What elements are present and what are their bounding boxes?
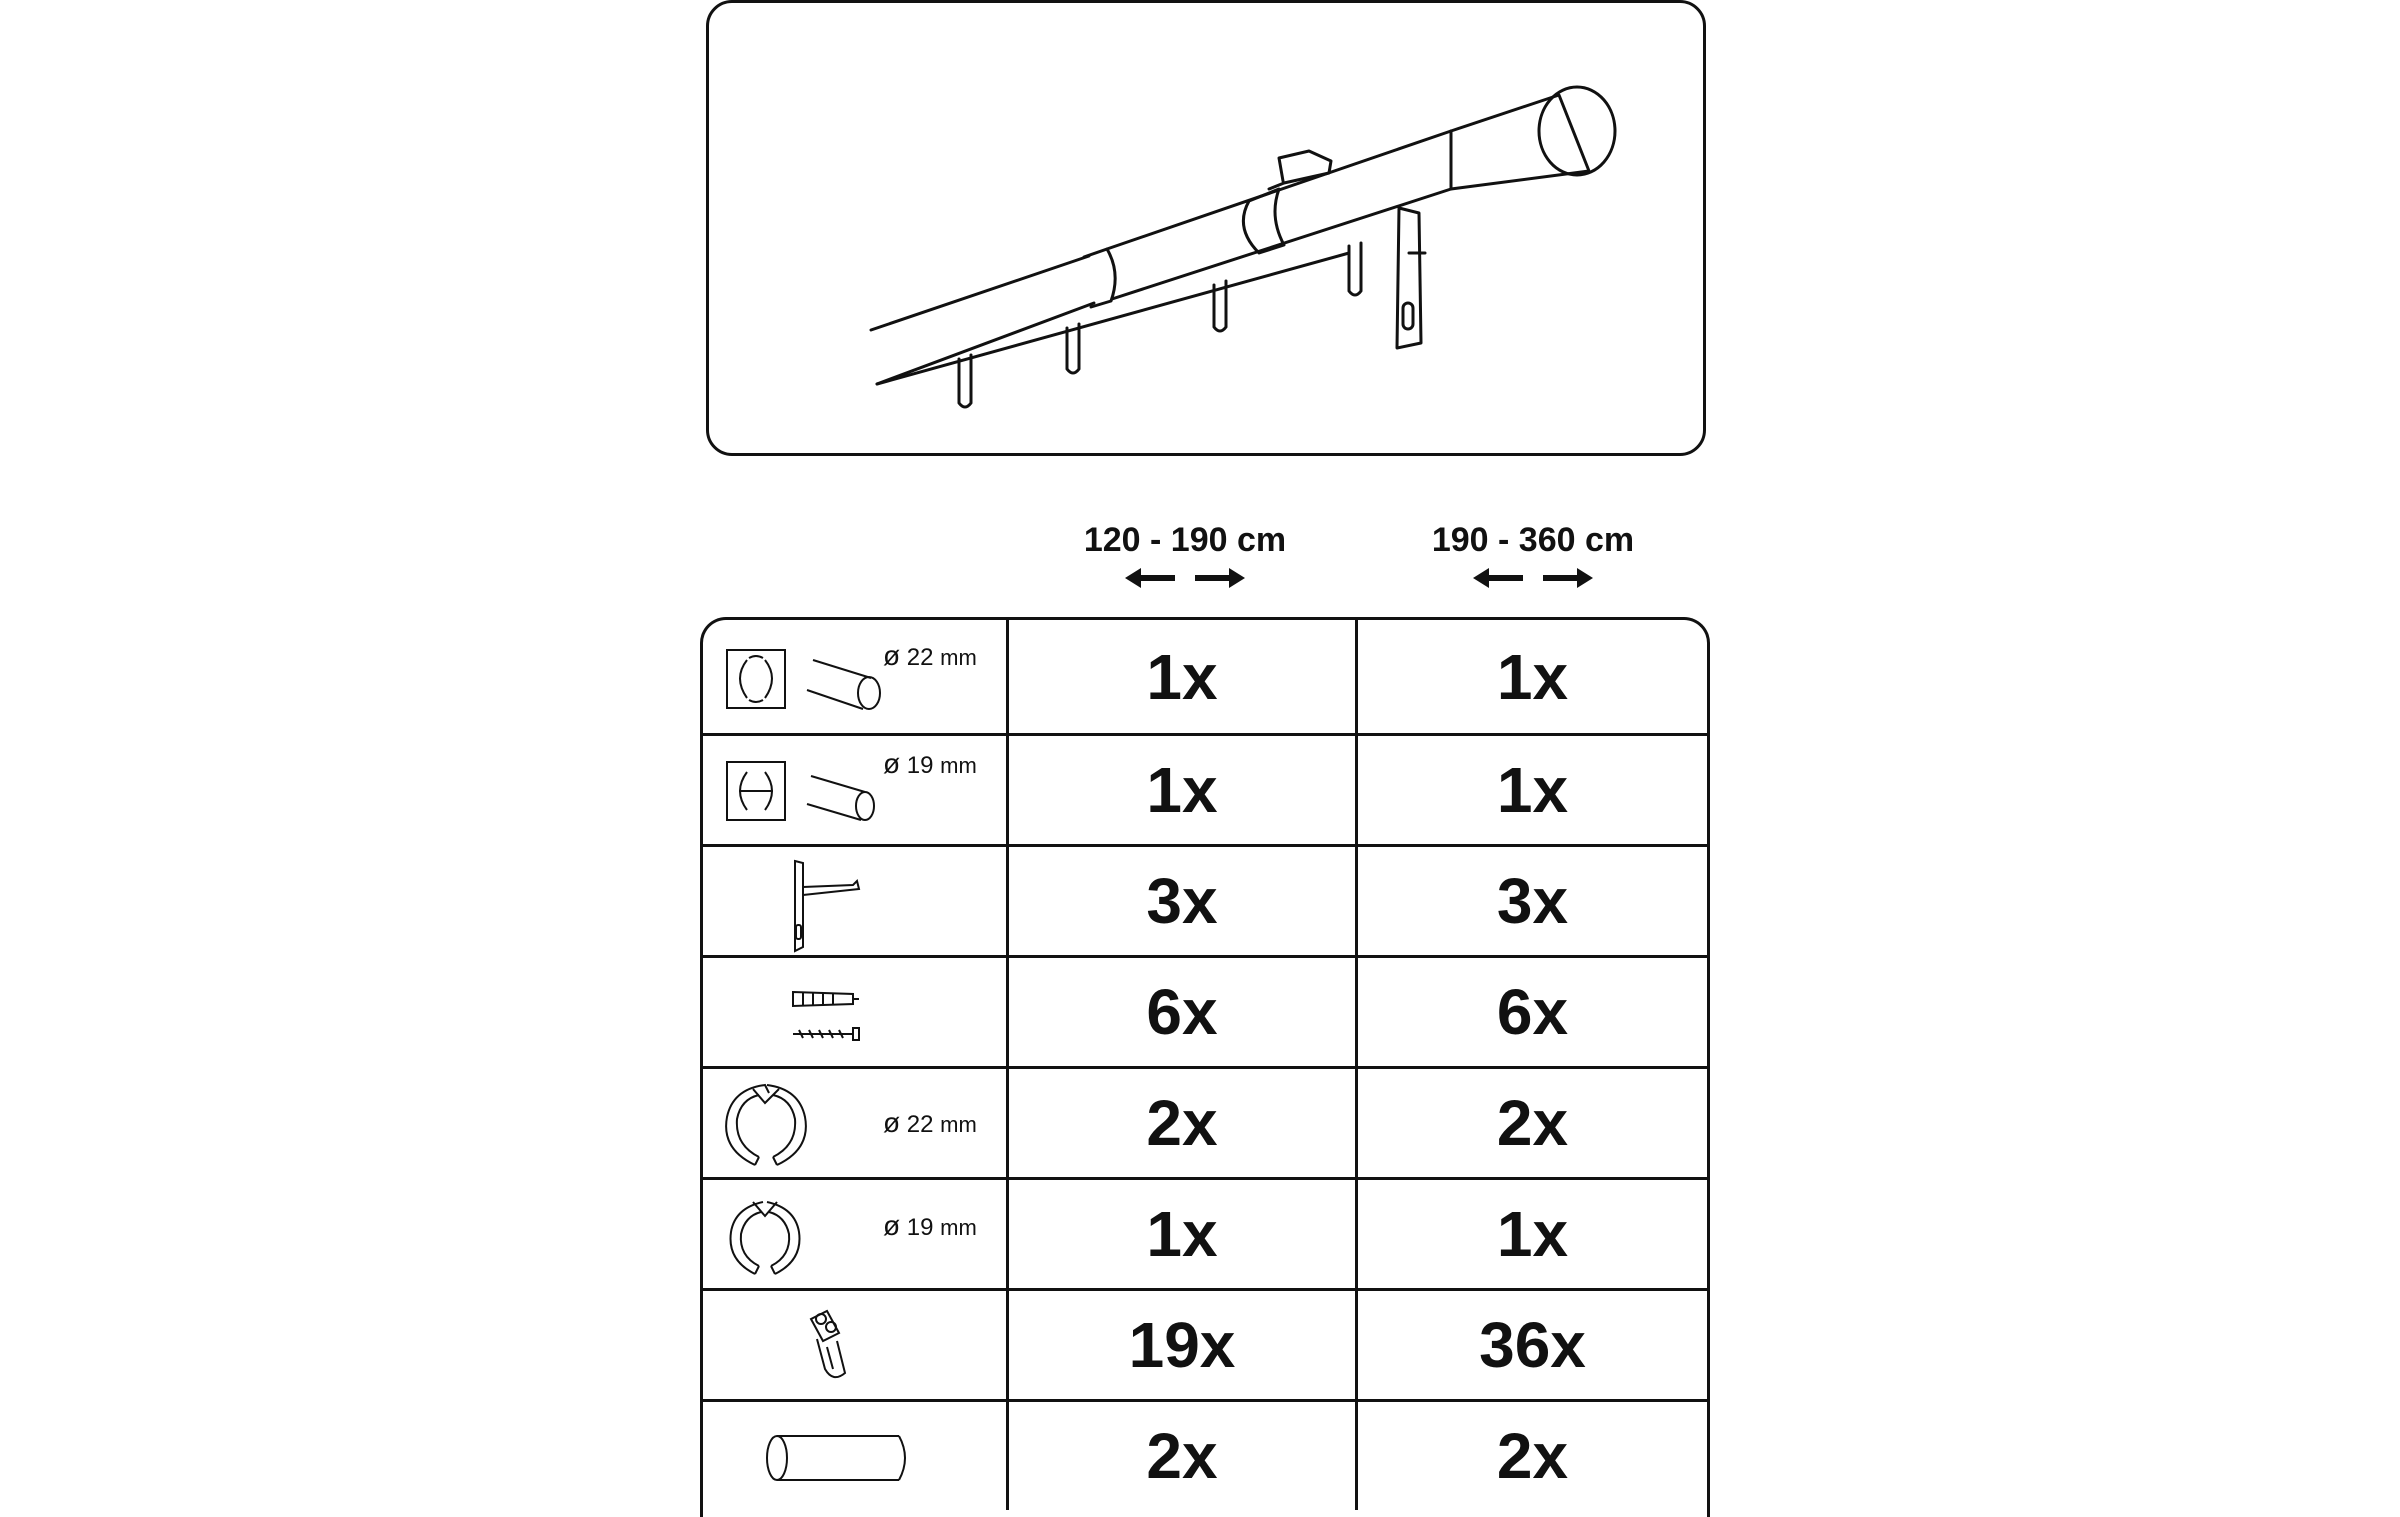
quantity-short: 6x (1009, 958, 1358, 1066)
range-header-short (1035, 520, 1335, 590)
quantity-short: 3x (1009, 847, 1358, 955)
parts-table (700, 617, 1710, 1517)
table-row (703, 844, 1707, 955)
part-icon-cell (703, 620, 1009, 733)
table-row (703, 1066, 1707, 1177)
table-row (703, 1288, 1707, 1399)
diameter-label: ø 22 mm (883, 1107, 977, 1138)
part-icon-cell (703, 958, 1009, 1066)
part-icon-cell (703, 1069, 1009, 1177)
part-icon-cell (703, 736, 1009, 844)
part-icon-cell (703, 1402, 1009, 1510)
table-row (703, 733, 1707, 844)
end-cap-icon (703, 1402, 1009, 1513)
table-row (703, 1177, 1707, 1288)
quantity-short: 2x (1009, 1402, 1358, 1510)
part-icon-cell (703, 1180, 1009, 1288)
double-arrow-icon (1473, 566, 1593, 590)
quantity-short: 1x (1009, 1180, 1358, 1288)
quantity-long: 36x (1479, 1309, 1586, 1381)
diameter-label: ø 19 mm (883, 1210, 977, 1241)
diameter-label: ø 19 mm (883, 748, 977, 779)
quantity-short: 1x (1009, 620, 1358, 733)
curtain-rod-illustration (706, 0, 1706, 456)
curtain-rod-assembly-icon (709, 3, 1706, 456)
quantity-long: 3x (1496, 865, 1569, 937)
range-label: 120 - 190 cm (1083, 521, 1287, 559)
quantity-short: 19x (1009, 1291, 1358, 1399)
diameter-label: ø 22 mm (883, 640, 977, 671)
quantity-short: 1x (1009, 736, 1358, 844)
screw-dowel-icon (703, 958, 1009, 1069)
quantity-long: 1x (1496, 1198, 1569, 1270)
part-icon-cell (703, 847, 1009, 955)
table-row (703, 1399, 1707, 1510)
quantity-long: 2x (1496, 1420, 1569, 1492)
quantity-long: 1x (1496, 754, 1569, 826)
double-arrow-icon (1125, 566, 1245, 590)
glider-hook-icon (703, 1291, 1009, 1402)
part-icon-cell (703, 1291, 1009, 1399)
rod-22mm-icon (703, 620, 1009, 733)
table-row (703, 620, 1707, 733)
range-header-long (1383, 520, 1683, 590)
table-row (703, 955, 1707, 1066)
quantity-short: 2x (1009, 1069, 1358, 1177)
wall-bracket-icon (703, 847, 1009, 958)
range-label: 190 - 360 cm (1431, 521, 1635, 559)
quantity-long: 2x (1496, 1087, 1569, 1159)
quantity-long: 6x (1496, 976, 1569, 1048)
quantity-long: 1x (1496, 640, 1569, 713)
